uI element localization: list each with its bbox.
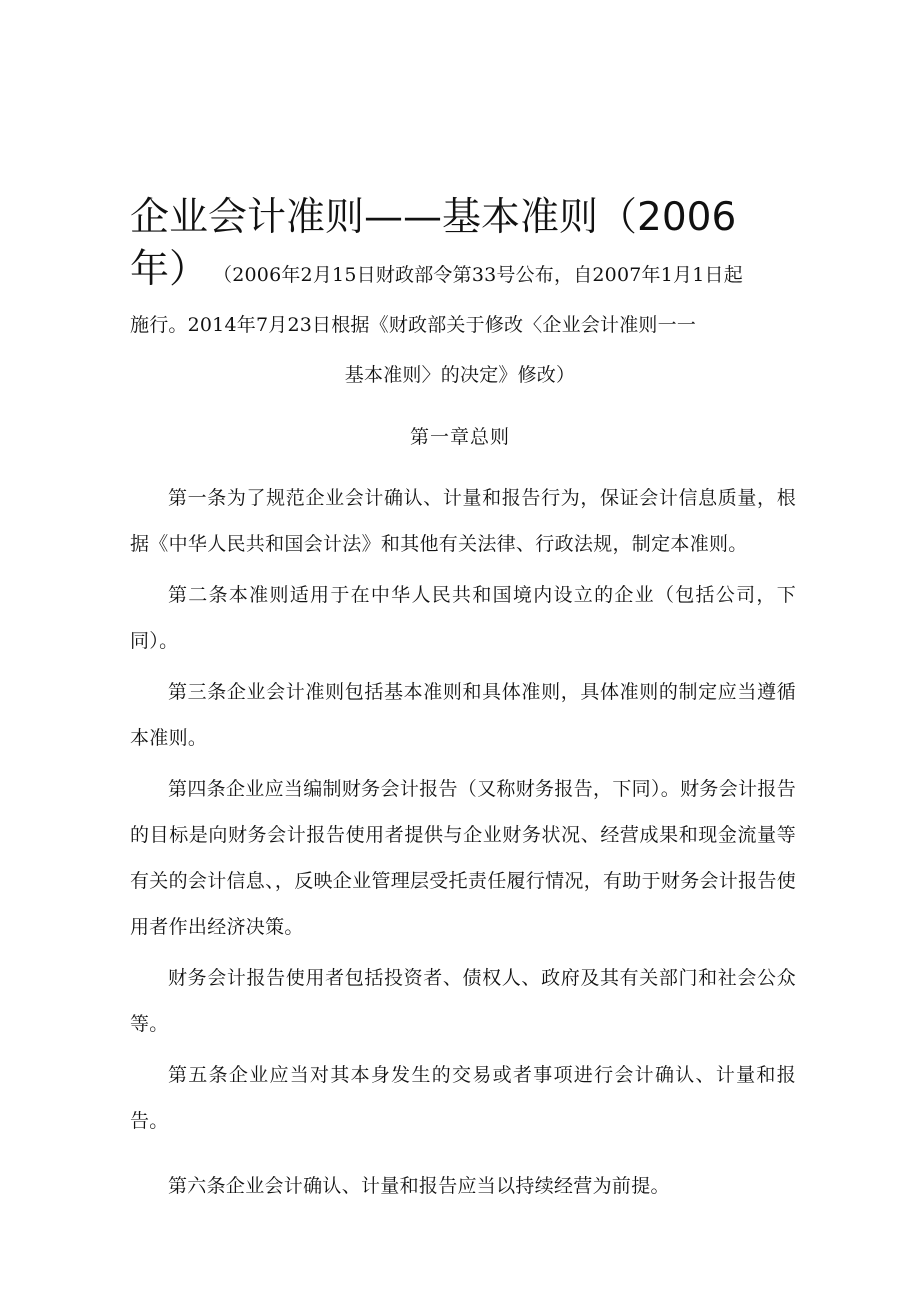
issuance-note-line-1: （2006年2月15日财政部令第33号公布，自2007年1月1日起 [213,264,743,286]
article-4: 第四条企业应当编制财务会计报告（又称财务报告，下同）。财务会计报告的目标是向财务会计报告使用者提供与企业财务状况、经营成果和现金流量等有关的会计信息、，反映企业管理层受托责任履行情况，有助于财务会计报告使用者作出经济决策。 [130,778,797,938]
article-6: 第六条企业会计确认、计量和报告应当以持续经营为前提。 [168,1175,670,1197]
issuance-note-line-2: 施行。2014年7月23日根据《财政部关于修改〈企业会计准则一一 [130,314,697,336]
article-1: 第一条为了规范企业会计确认、计量和报告行为，保证会计信息质量，根据《中华人民共和国会计法》和其他有关法律、行政法规，制定本准则。 [130,487,796,555]
article-4-continuation: 财务会计报告使用者包括投资者、债权人、政府及其有关部门和社会公众等。 [130,967,796,1035]
article-3: 第三条企业会计准则包括基本准则和具体准则，具体准则的制定应当遵循本准则。 [130,681,796,749]
chapter-heading: 第一章总则 [409,426,510,448]
article-5: 第五条企业应当对其本身发生的交易或者事项进行会计确认、计量和报告。 [130,1064,796,1132]
document-title-line-1: 企业会计准则——基本准则（2006 [130,195,737,240]
issuance-note-line-3: 基本准则〉的决定》修改） [344,364,576,386]
article-2: 第二条本准则适用于在中华人民共和国境内设立的企业（包括公司，下同）。 [130,584,796,652]
document-title-line-2: 年） [130,247,209,292]
